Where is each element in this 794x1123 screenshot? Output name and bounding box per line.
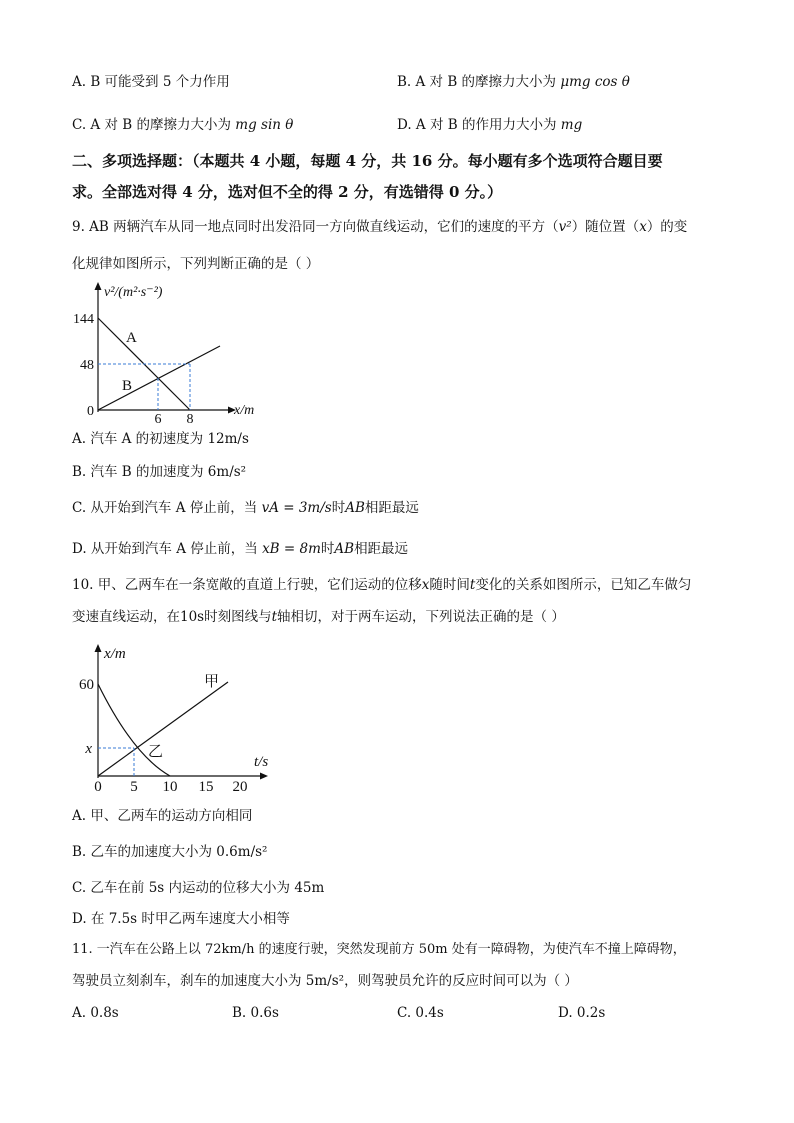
q9-option-d-post: 时 (320, 541, 335, 557)
q10-stem-text3: 变化的关系如图所示，已知乙车做匀 (475, 577, 692, 593)
q10-stem-text4: 变速直线运动，在 (72, 609, 180, 625)
q9-option-d (72, 541, 408, 557)
q10-option-a: A. 甲、乙两车的运动方向相同 (72, 808, 253, 824)
q9-option-d-text: D. 从开始到汽车 A 停止前，当 (72, 541, 258, 557)
q9-option-d-math: xB = 8m (262, 541, 321, 557)
q8-option-d (397, 117, 582, 133)
q10-curve-yi (98, 684, 170, 776)
q10-graph (70, 638, 285, 798)
q9-option-c-end: 相距最远 (364, 500, 419, 516)
q8-option-b (397, 74, 630, 90)
q9-stem-text: 9. AB 两辆汽车从同一地点同时出发沿同一方向做直线运动，它们的速度的平方（ (72, 219, 559, 235)
q9-y-arrow (95, 282, 102, 290)
q10-y-arrow (95, 644, 102, 652)
q9-xlabel: x/m (234, 403, 255, 418)
q8-option-a: A. B 可能受到 5 个力作用 (72, 74, 230, 90)
q9-option-c-post: 时 (331, 500, 346, 516)
q9-option-d-ab: AB (334, 541, 355, 557)
q10-stem-text2: 随时间 (429, 577, 470, 593)
section-heading-line2: 求。全部选对得 4 分，选对但不全的得 2 分，有选错得 0 分。） (72, 183, 503, 201)
q8-option-d-text: D. A 对 B 的作用力大小为 (397, 117, 557, 133)
q10-xtick-10: 10 (162, 779, 178, 795)
q10-xtick-5: 5 (130, 779, 138, 795)
q10-option-c: C. 乙车在前 5s 内运动的位移大小为 45m (72, 880, 325, 896)
q10-line-jia (98, 682, 228, 776)
q9-stem-v2: v² (558, 219, 572, 235)
q8-option-d-math: mg (560, 117, 583, 133)
q9-stem-text3: ）的变 (646, 219, 688, 235)
q10-stem-line1 (72, 577, 691, 593)
q9-option-d-end: 相距最远 (354, 541, 409, 557)
q9-option-b: B. 汽车 B 的加速度为 6m/s² (72, 464, 247, 480)
q10-stem-text: 10. 甲、乙两车在一条宽敞的直道上行驶，它们运动的位移 (72, 577, 422, 593)
q8-option-c-math: mg sin θ (235, 117, 294, 133)
q10-stem-text5: 时刻图线与 (204, 609, 272, 625)
q8-option-b-math: μmg cos θ (560, 74, 630, 90)
q10-ylabel: x/m (104, 646, 126, 662)
q10-stem-line2 (72, 609, 565, 625)
q9-option-c-text: C. 从开始到汽车 A 停止前，当 (72, 500, 258, 516)
q10-x-arrow (260, 773, 268, 780)
q10-label-jia: 甲 (204, 674, 220, 690)
q10-ytick-x: x (85, 741, 92, 757)
q10-ytick-60: 60 (79, 677, 94, 693)
q10-xlabel: t/s (254, 754, 269, 770)
q9-ytick-144: 144 (73, 312, 94, 327)
q10-option-b: B. 乙车的加速度大小为 0.6m/s² (72, 844, 268, 860)
section-heading-line1: 二、多项选择题：（本题共 4 小题，每题 4 分，共 16 分。每小题有多个选项符合题目要 (72, 152, 663, 170)
q10-xtick-0: 0 (94, 779, 102, 795)
q9-xtick-8: 8 (186, 412, 194, 425)
q10-stem-text6: 轴相切，对于两车运动，下列说法正确的是（ ） (277, 609, 565, 625)
q9-xtick-6: 6 (154, 412, 162, 425)
q10-label-yi: 乙 (148, 744, 164, 760)
q10-xtick-20: 20 (232, 779, 248, 795)
q9-ytick-48: 48 (80, 358, 94, 373)
q9-stem-line1 (72, 219, 687, 235)
q9-label-b: B (122, 378, 133, 394)
q9-ytick-0: 0 (87, 404, 94, 419)
q8-option-c (72, 117, 293, 133)
q11-option-d: D. 0.2s (558, 1005, 606, 1021)
q9-graph (70, 280, 280, 425)
q9-stem-text2: ）随位置（ (571, 219, 640, 235)
q11-stem-line1: 11. 一汽车在公路上以 72km/h 的速度行驶，突然发现前方 50m 处有一障碍物，为使汽车不撞上障碍物， (72, 942, 686, 957)
q8-option-c-text: C. A 对 B 的摩擦力大小为 (72, 117, 231, 133)
q9-stem-line2: 化规律如图所示，下列判断正确的是（ ） (72, 256, 320, 272)
q9-option-c-ab: AB (345, 500, 365, 516)
q9-option-a: A. 汽车 A 的初速度为 12m/s (72, 431, 249, 447)
q11-option-b: B. 0.6s (232, 1005, 279, 1021)
q9-label-a: A (126, 330, 137, 346)
q9-option-c (72, 500, 419, 516)
q10-stem-x: x (421, 577, 430, 593)
q9-line-b (98, 346, 220, 410)
q9-option-c-math: vA = 3m/s (261, 500, 332, 516)
q11-option-c: C. 0.4s (397, 1005, 444, 1021)
q10-option-d: D. 在 7.5s 时甲乙两车速度大小相等 (72, 911, 290, 927)
q10-stem-10s: 10s (180, 609, 205, 625)
q9-stem-x: x (639, 219, 647, 235)
q8-option-b-text: B. A 对 B 的摩擦力大小为 (397, 74, 557, 90)
q10-xtick-15: 15 (198, 779, 214, 795)
q11-option-a: A. 0.8s (72, 1005, 119, 1021)
q9-ylabel: v²/(m²·s⁻²) (104, 285, 163, 300)
q10-stem-t: t (469, 577, 476, 593)
q10-stem-t2: t (271, 609, 278, 625)
q11-stem-line2: 驾驶员立刻刹车，刹车的加速度大小为 5m/s²，则驾驶员允许的反应时间可以为（ ） (72, 973, 578, 989)
